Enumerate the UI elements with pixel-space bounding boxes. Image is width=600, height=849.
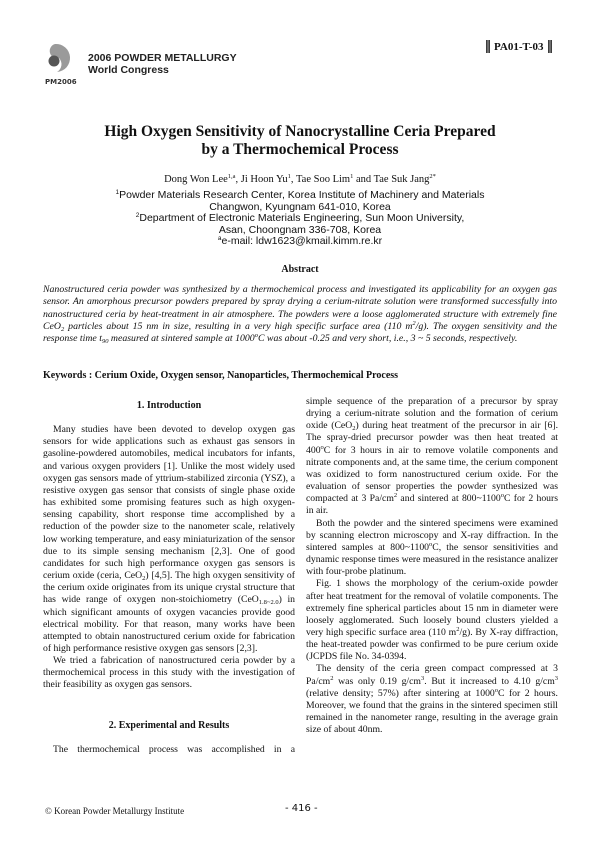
conference-line1: 2006 POWDER METALLURGY [88,52,237,64]
superscript: 3 [554,674,558,682]
affiliation-mark: 2 [135,212,140,219]
copyright-notice: © Korean Powder Metallurgy Institute [45,806,185,816]
superscript: 3 [420,674,425,682]
paragraph-text: ) in which significant amounts of oxygen vacancies provide good electrical mobility. For that reason, many works have been attempted to obtain nanostructured cerium oxide for fabrication of high performance resistive oxygen gas sensors [2,3]. [43,594,295,654]
subscript: 1.8~2.0 [258,599,279,607]
paragraph-text: C for 2 hours. Moreover, we found that the grains in the sintered specimen still remained in the nanometer range, resulting in the average grain size of about 40nm. [306,687,558,736]
abstract-text: C was about -0.25 and very short, i.e., 3 ~ 5 seconds, respectively. [257,333,518,345]
affiliation-text: Powder Materials Research Center, Korea Institute of Machinery and Materials [119,189,485,201]
paragraph-text: . But it increased to 4.10 g/cm [424,675,555,687]
abstract-heading: Abstract [281,264,319,275]
author-separator: , [235,174,241,185]
paragraph-text: and sintered at 800~1100 [397,493,501,505]
email-mark: a [217,235,222,242]
superscript: 2 [330,674,334,682]
abstract-text: /g). The oxygen sensitivity and the response time t [43,320,558,345]
paragraph-text: Both the powder and the sintered specimens were examined by scanning electron microscopy and X-ray diffraction. In the sintered samples at 800~1100 [306,517,558,553]
paper-code: PA01-T-03 [494,40,544,53]
right-column [306,396,558,736]
author-affiliation-mark: 1 [350,173,354,180]
affiliation-mark: 1 [115,189,120,196]
keywords: Keywords : Cerium Oxide, Oxygen sensor, Nanoparticles, Thermochemical Process [43,370,399,381]
contact-email [60,236,540,248]
title-line1: High Oxygen Sensitivity of Nanocrystalline Ceria Prepared [104,123,496,140]
affiliation-2 [60,213,540,225]
superscript: 2 [412,319,416,327]
right-bar-decoration [548,40,552,53]
page-number: - 416 - [285,803,318,814]
subscript: 90 [101,338,109,346]
affiliation-text: Department of Electronic Materials Engineering, Sun Moon University, [139,212,465,224]
paragraph-text: The thermochemical process was accomplished in a [53,743,295,755]
title-line2: by a Thermochemical Process [201,141,399,158]
abstract-body [43,284,557,345]
paragraph-text: The density of the ceria green compact compressed at 3 Pa/cm [306,663,558,687]
abstract-text: Nanostructured ceria powder was synthesized by a thermochemical process and investigated its applicability for an oxygen gas sensor. An amorphous precursor powders prepared by spray drying a cerium-nitrate solution were transformed successfully into nanostructured ceria by heat-treatment in air atmosphere. The powders were a loose agglomerated structure with extremely fine CeO [43,284,557,332]
paragraph-text: ) during heat treatment of the precursor in air [6]. The spray-dried precursor powder was then heat treated at 400 [306,420,558,456]
abstract-text: measured at sintered sample at 1000 [108,333,255,345]
paragraph-continued [306,396,558,518]
paragraph-text: Many studies have been devoted to develop oxygen gas sensors for wide applications such as exhaust gas sensors in gasoline-powdered automobiles, medical incubators for infants, and various oxygen providers [1]. Unlike the most widely used oxygen gas sensors made of yttrium-stabilized zirconia (YSZ), a resistive oxygen gas sensor that consists of single phase oxide has exhibited some promising features such as high oxygen-sensing capability, short response time accomplished by a reduction of the powder size to the nanometer scale, relatively low working temperature, and easy miniaturization of the sensor due to its simple sensing mechanism [2,3]. One of good candidates for such high performance oxygen gas sensors is cerium oxide (ceria, CeO [43,424,295,582]
author-affiliation-mark: 1 [287,173,291,180]
subscript: 2 [142,575,146,583]
paragraph [306,518,558,579]
paragraph: We tried a fabrication of nanostructured ceria powder by a thermochemical process in this study with the investigation of their feasibility as oxygen gas sensors. [43,655,295,691]
paragraph [306,663,558,736]
superscript: o [429,540,433,548]
email-text[interactable]: e-mail: ldw1623@kmail.kimm.re.kr [221,235,383,247]
affiliation-1 [60,190,540,202]
paragraph-text: Fig. 1 shows the morphology of the cerium-oxide powder after heat treatment for the removal of volatile components. The extremely fine spherical particles about 15 nm in diameter were loosely agglomerated. Such loosely bound clusters yielded a very high specific surface area (110 m [306,578,558,638]
paragraph [43,424,295,655]
paragraph-text: C, the sensor sensitivities and dynamic response times were measured in the resistance analizer with four-probe platinum. [306,541,558,578]
author-name: Tae Soo Lim [295,174,351,185]
author-list [60,174,540,185]
abstract-text: particles about 15 nm in size, resulting in a very high specific surface area (110 m [64,320,413,332]
superscript: o [254,332,258,340]
subscript: 2 [60,325,65,333]
superscript: 2 [393,492,398,500]
paragraph-text: C for 3 hours in air to remove volatile components and nitrate components and, at the same time, the cerium component was oxidized to form nanostructured cerium oxide. For the evaluation of sensor properties the powder synthesized was compacted at 3 Pa/cm [306,444,558,505]
logo-swirl-icon [45,42,75,74]
conference-line2: World Congress [88,64,169,76]
affiliations [60,190,540,248]
left-bar-decoration [486,40,490,53]
author-name: Dong Won Lee [164,174,228,185]
paper-title [60,123,540,159]
superscript: o [500,492,504,500]
section-heading-introduction: 1. Introduction [136,400,202,411]
paragraph [43,744,295,756]
section-heading-experimental: 2. Experimental and Results [108,719,230,731]
superscript: o [494,686,499,694]
conference-name [88,52,237,76]
paragraph-text: ) [4,5]. The high oxygen sensitivity of the cerium oxide originates from its unique crystal structure that has wide range of oxygen non-stoichiometry (CeO [43,570,295,606]
superscript: o [320,443,324,451]
paper-code-badge [486,40,552,53]
author-name: Ji Hoon Yu [240,174,288,185]
logo-text: PM2006 [45,78,77,86]
paragraph [306,578,558,663]
affiliation-1-address: Changwon, Kyungnam 641-010, Korea [209,200,391,213]
author-separator: and [353,174,374,185]
subscript: 2 [352,425,356,433]
paragraph-text: /g). By X-ray diffraction, the heat-treated powder was confirmed to be pure cerium oxide (JCPDS file No. 34-0394. [306,626,558,663]
paragraph-text: was only 0.19 g/cm [333,675,421,687]
left-column [43,396,295,756]
paragraph-text: simple sequence of the preparation of a precursor by spray drying a cerium-nitrate solution and the formation of cerium oxide (CeO [306,396,558,432]
superscript: 2 [456,625,460,633]
paragraph-text: C for 2 hours in air. [306,493,559,517]
author-affiliation-mark: 1,a [227,173,236,180]
pm2006-logo [45,42,75,84]
affiliation-2-address: Asan, Choongnam 336-708, Korea [218,223,382,236]
author-name: Tae Suk Jang [373,174,430,185]
paragraph-text: (relative density; 57%) after sintering at 1000 [306,687,495,699]
author-separator: , [290,174,296,185]
author-affiliation-mark: 2* [429,173,436,180]
